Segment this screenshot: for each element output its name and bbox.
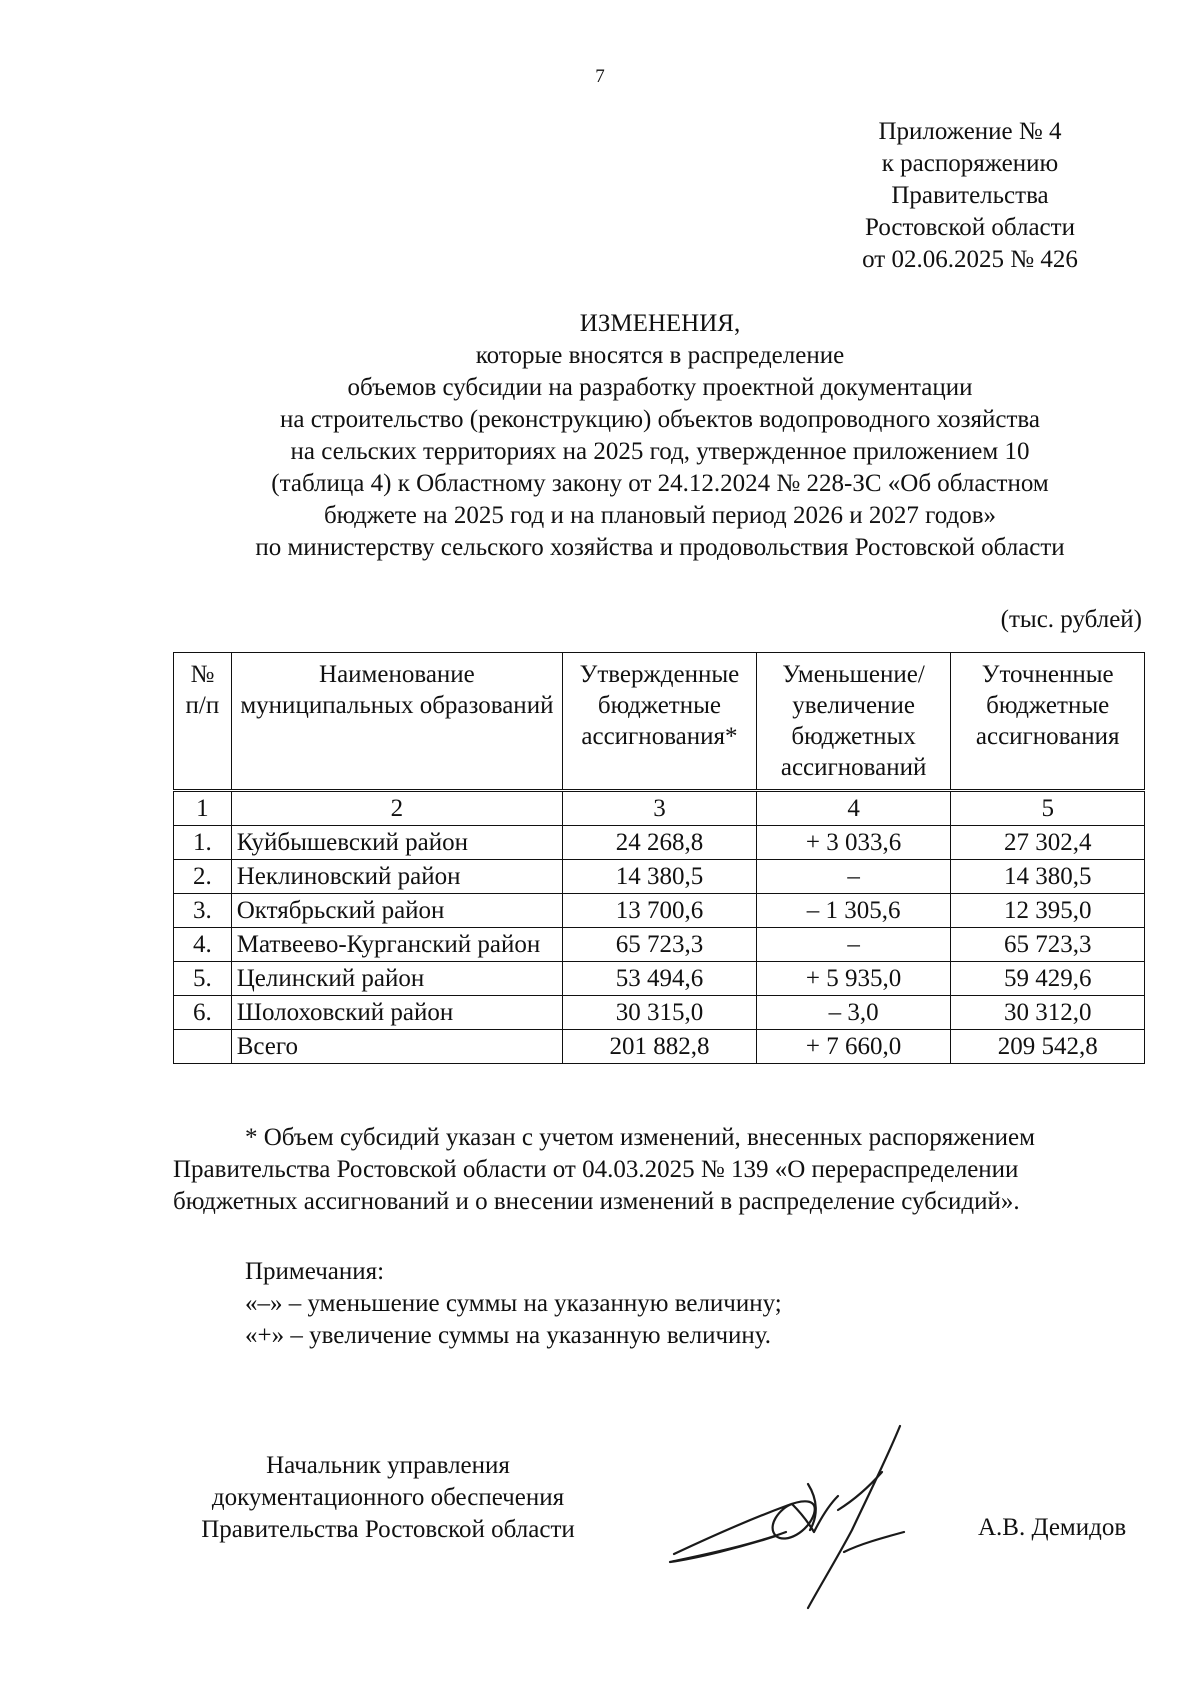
note-item: «–» – уменьшение суммы на указанную величину;	[245, 1290, 782, 1317]
row-number: 1.	[174, 826, 232, 860]
total-change: + 7 660,0	[756, 1030, 951, 1064]
header-approved: Утвержденные бюджетные ассигнования*	[563, 653, 757, 791]
signer-name: А.В. Демидов	[978, 1514, 1127, 1541]
municipality-name: Куйбышевский район	[231, 826, 562, 860]
table-row	[174, 996, 1145, 1030]
approved-value: 14 380,5	[563, 860, 757, 894]
appendix-line: Приложение № 4	[878, 118, 1062, 145]
change-value: – 3,0	[756, 996, 951, 1030]
column-number: 5	[951, 791, 1145, 826]
title-line: на строительство (реконструкцию) объектов водопроводного хозяйства	[280, 406, 1040, 433]
total-number-cell	[174, 1030, 232, 1064]
change-value: –	[756, 928, 951, 962]
appendix-line: Ростовской области	[865, 214, 1075, 241]
change-value: + 5 935,0	[756, 962, 951, 996]
title-line: (таблица 4) к Областному закону от 24.12.2024 № 228-ЗС «Об областном	[271, 470, 1049, 497]
budget-table	[173, 652, 1145, 1064]
table-row	[174, 962, 1145, 996]
refined-value: 12 395,0	[951, 894, 1145, 928]
column-number: 4	[756, 791, 951, 826]
refined-value: 30 312,0	[951, 996, 1145, 1030]
municipality-name: Неклиновский район	[231, 860, 562, 894]
approved-value: 30 315,0	[563, 996, 757, 1030]
change-value: + 3 033,6	[756, 826, 951, 860]
document-title	[60, 308, 1200, 564]
refined-value: 65 723,3	[951, 928, 1145, 962]
title-line: бюджете на 2025 год и на плановый период 2026 и 2027 годов»	[323, 502, 997, 529]
appendix-header	[820, 116, 1120, 276]
municipality-name: Матвеево-Курганский район	[231, 928, 562, 962]
total-approved: 201 882,8	[563, 1030, 757, 1064]
appendix-line: Правительства	[891, 182, 1049, 209]
municipality-name: Шолоховский район	[231, 996, 562, 1030]
notes-heading: Примечания:	[245, 1258, 385, 1285]
row-number: 2.	[174, 860, 232, 894]
footnote-line: * Объем субсидий указан с учетом изменений, внесенных распоряжением	[245, 1124, 1035, 1151]
page-number: 7	[595, 66, 605, 87]
title-line: по министерству сельского хозяйства и продовольствия Ростовской области	[255, 534, 1065, 561]
notes	[245, 1256, 782, 1352]
total-row	[174, 1030, 1145, 1064]
units-label: (тыс. рублей)	[1000, 606, 1142, 633]
appendix-line: к распоряжению	[881, 150, 1059, 177]
table-row	[174, 894, 1145, 928]
row-number: 6.	[174, 996, 232, 1030]
header-change: Уменьшение/ увеличение бюджетных ассигнований	[756, 653, 951, 791]
approved-value: 53 494,6	[563, 962, 757, 996]
title-line: на сельских территориях на 2025 год, утвержденное приложением 10	[290, 438, 1030, 465]
header-municipality: Наименование муниципальных образований	[231, 653, 562, 791]
refined-value: 27 302,4	[951, 826, 1145, 860]
row-number: 4.	[174, 928, 232, 962]
row-number: 5.	[174, 962, 232, 996]
change-value: –	[756, 860, 951, 894]
header-refined: Уточненные бюджетные ассигнования	[951, 653, 1145, 791]
change-value: – 1 305,6	[756, 894, 951, 928]
title-line: ИЗМЕНЕНИЯ,	[579, 310, 741, 337]
footnote	[173, 1122, 1145, 1218]
municipality-name: Целинский район	[231, 962, 562, 996]
column-number: 1	[174, 791, 232, 826]
row-number: 3.	[174, 894, 232, 928]
column-number: 2	[231, 791, 562, 826]
table-row	[174, 928, 1145, 962]
position-line: Начальник управления	[266, 1452, 510, 1479]
position-line: Правительства Ростовской области	[201, 1516, 575, 1543]
table-row	[174, 860, 1145, 894]
refined-value: 14 380,5	[951, 860, 1145, 894]
refined-value: 59 429,6	[951, 962, 1145, 996]
handwritten-signature	[668, 1420, 968, 1610]
title-line: объемов субсидии на разработку проектной документации	[347, 374, 973, 401]
column-number: 3	[563, 791, 757, 826]
approved-value: 24 268,8	[563, 826, 757, 860]
header-number: № п/п	[174, 653, 232, 791]
total-label: Всего	[231, 1030, 562, 1064]
note-item: «+» – увеличение суммы на указанную величину.	[245, 1322, 772, 1349]
appendix-line: от 02.06.2025 № 426	[862, 246, 1078, 273]
footnote-line: Правительства Ростовской области от 04.03.2025 № 139 «О перераспределении	[173, 1156, 1019, 1183]
total-refined: 209 542,8	[951, 1030, 1145, 1064]
title-line: которые вносятся в распределение	[475, 342, 845, 369]
approved-value: 65 723,3	[563, 928, 757, 962]
signatory-position	[173, 1450, 603, 1546]
municipality-name: Октябрьский район	[231, 894, 562, 928]
approved-value: 13 700,6	[563, 894, 757, 928]
footnote-line: бюджетных ассигнований и о внесении изменений в распределение субсидий».	[173, 1188, 1020, 1215]
table-row	[174, 826, 1145, 860]
position-line: документационного обеспечения	[211, 1484, 565, 1511]
